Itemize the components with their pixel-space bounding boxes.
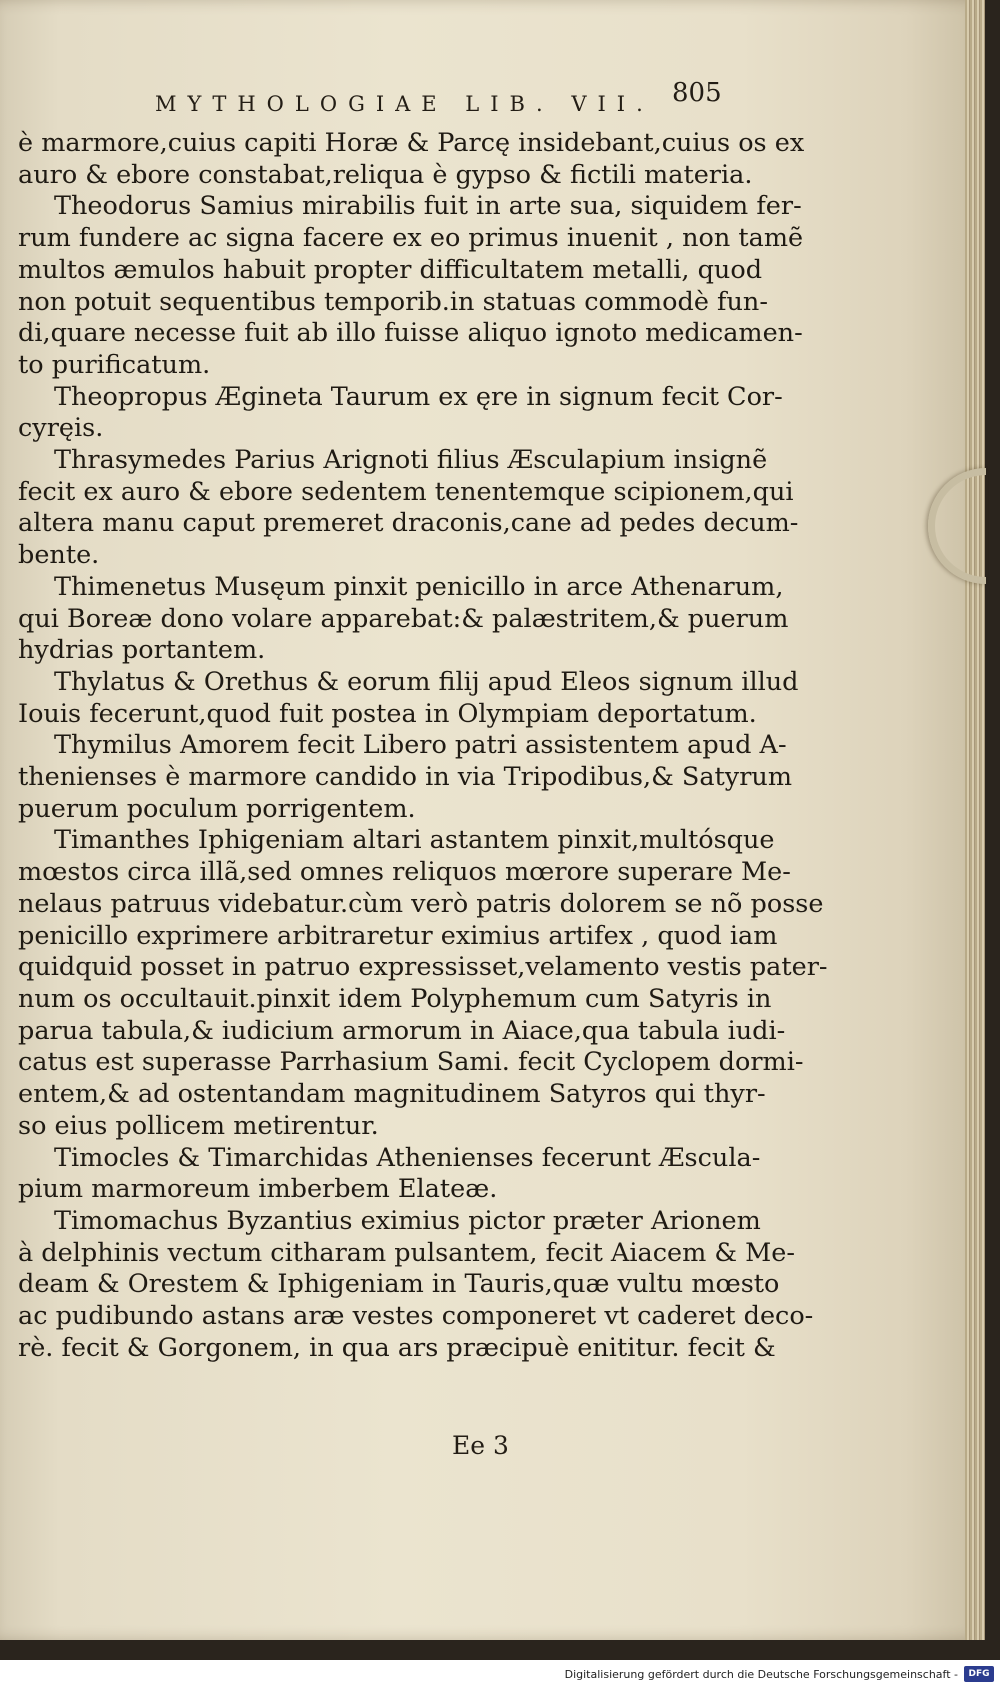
- text-line: hydrias portantem.: [18, 635, 266, 666]
- text-line: ac pudibundo astans aræ vestes componeret vt caderet deco-: [18, 1301, 814, 1332]
- text-line: Thrasymedes Parius Arignoti filius Æsculapium insignẽ: [54, 445, 768, 476]
- page-edge: [965, 0, 985, 1640]
- text-line: Thymilus Amorem fecit Libero patri assistentem apud A-: [54, 730, 787, 761]
- text-line: auro & ebore constabat,reliqua è gypso & fictili materia.: [18, 159, 753, 190]
- page-number: 805: [672, 78, 722, 108]
- text-line: Timomachus Byzantius eximius pictor præter Arionem: [54, 1205, 761, 1236]
- text-line: deam & Orestem & Iphigeniam in Tauris,quæ vultu mœsto: [18, 1269, 780, 1300]
- text-line: to purificatum.: [18, 349, 211, 380]
- text-line: non potuit sequentibus temporib.in statuas commodè fun-: [18, 286, 768, 317]
- text-line: thenienses è marmore candido in via Tripodibus,& Satyrum: [18, 762, 793, 793]
- text-line: rè. fecit & Gorgonem, in qua ars præcipuè enititur. fecit &: [18, 1332, 776, 1363]
- text-line: cyręis.: [18, 413, 104, 444]
- text-line: entem,& ad ostentandam magnitudinem Satyros qui thyr-: [18, 1079, 766, 1110]
- body-text: [18, 128, 828, 1364]
- text-line: altera manu caput premeret draconis,cane ad pedes decum-: [18, 508, 799, 539]
- text-line: bente.: [18, 540, 100, 571]
- text-line: so eius pollicem metirentur.: [18, 1110, 379, 1141]
- text-line: parua tabula,& iudicium armorum in Aiace,qua tabula iudi-: [18, 1015, 786, 1046]
- paragraph: [18, 730, 793, 825]
- text-line: penicillo exprimere arbitraretur eximius artifex , quod iam: [18, 920, 778, 951]
- text-line: Timanthes Iphigeniam altari astantem pinxit,multósque: [54, 825, 775, 856]
- text-line: multos æmulos habuit propter difficultatem metalli, quod: [18, 254, 763, 285]
- text-line: Theopropus Ægineta Taurum ex ęre in signum fecit Cor-: [54, 381, 783, 412]
- running-head-title: MYTHOLOGIAE LIB. VII.: [155, 92, 654, 116]
- paragraph: [18, 1205, 814, 1365]
- paragraph: [18, 191, 804, 381]
- text-line: di,quare necesse fuit ab illo fuisse aliquo ignoto medicamen-: [18, 318, 803, 349]
- paragraph: [18, 1142, 761, 1206]
- text-line: Theodorus Samius mirabilis fuit in arte sua, siquidem fer-: [54, 191, 802, 222]
- text-line: catus est superasse Parrhasium Sami. fecit Cyclopem dormi-: [18, 1047, 804, 1078]
- running-head: [0, 78, 985, 122]
- footer-credit: Digitalisierung gefördert durch die Deutsche Forschungsgemeinschaft -: [564, 1668, 958, 1681]
- paragraph: [18, 571, 789, 667]
- text-line: rum fundere ac signa facere ex eo primus inuenit , non tamẽ: [18, 223, 804, 254]
- text-line: à delphinis vectum citharam pulsantem, fecit Aiacem & Me-: [18, 1237, 795, 1268]
- signature-mark: Ee 3: [452, 1431, 509, 1460]
- footer-bar: [0, 1660, 1000, 1689]
- text-line: è marmore,cuius capiti Horæ & Parcę insidebant,cuius os ex: [18, 128, 805, 158]
- text-line: nelaus patruus videbatur.cùm verò patris dolorem se nõ posse: [18, 888, 824, 919]
- text-line: Timocles & Timarchidas Athenienses fecerunt Æscula-: [54, 1142, 761, 1173]
- text-line: mœstos circa illã,sed omnes reliquos mœrore superare Me-: [18, 857, 791, 888]
- paragraph: [18, 128, 805, 191]
- paragraph: [18, 445, 799, 572]
- text-line: qui Boreæ dono volare apparebat:& palæstritem,& puerum: [18, 603, 789, 634]
- text-line: Iouis fecerunt,quod fuit postea in Olympiam deportatum.: [18, 698, 757, 729]
- text-line: puerum poculum porrigentem.: [18, 793, 416, 824]
- paragraph: [18, 381, 783, 445]
- text-line: quidquid posset in patruo expressisset,velamento vestis pater-: [18, 952, 828, 983]
- paragraph: [18, 825, 828, 1142]
- text-line: num os occultauit.pinxit idem Polyphemum cum Satyris in: [18, 983, 772, 1014]
- dfg-logo-icon: DFG: [964, 1666, 994, 1682]
- text-line: fecit ex auro & ebore sedentem tenentemque scipionem,qui: [18, 476, 794, 507]
- text-line: pium marmoreum imberbem Elateæ.: [18, 1174, 498, 1205]
- paragraph: [18, 666, 799, 730]
- text-line: Thimenetus Musęum pinxit penicillo in arce Athenarum,: [54, 571, 784, 602]
- text-line: Thylatus & Orethus & eorum filij apud Eleos signum illud: [54, 666, 799, 697]
